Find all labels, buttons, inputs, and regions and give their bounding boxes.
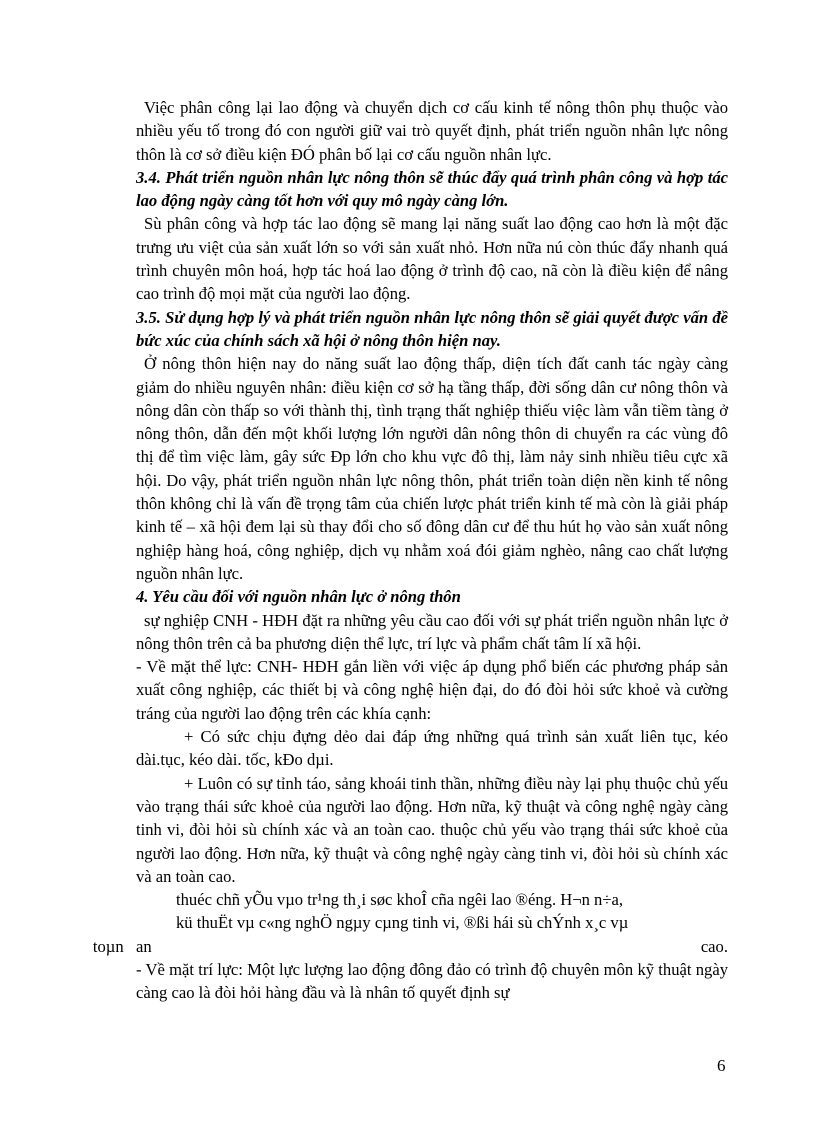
garbled-word-cao: cao.: [700, 936, 728, 956]
paragraph-intellect: - Về mặt trí lực: Một lực lượng lao động đông đảo có trình độ chuyên môn kỹ thuật ngày càng cao là đòi hỏi hàng đầu và là nhân tố quyết định sự: [136, 959, 728, 1003]
garbled-line-2: kü thuËt vµ c«ng nghÖ ngµy cµng tinh vi, ®ßi hái sù chÝnh x¸c vµ: [176, 913, 629, 933]
garbled-word-an: an: [136, 936, 152, 956]
page-content: [92, 96, 728, 1005]
heading-4: 4. Yêu cầu đối với nguồn nhân lực ở nông thôn: [136, 587, 461, 607]
garbled-word-toan: toµn: [92, 936, 124, 956]
page-number: 6: [717, 1056, 726, 1075]
paragraph-labor-division: Việc phân công lại lao động và chuyển dịch cơ cấu kinh tế nông thôn phụ thuộc vào nhiều yếu tố trong đó con người giữ vai trò quyết định, phát triển nguồn nhân lực nông thôn là cơ sở điều kiện ĐÓ phân bố lại cơ cấu nguồn nhân lực.: [136, 98, 728, 164]
paragraph-rural-issues: Ở nông thôn hiện nay do năng suất lao động thấp, diện tích đất canh tác ngày càng giảm do nhiều nguyên nhân: điều kiện cơ sở hạ tầng thấp, đời sống dân cư nông thôn và nông dân còn thấp so với thành thị, tình trạng thất nghiệp thiếu việc làm vẫn tiềm tàng ở nông thôn, dẫn đến một khối lượng lớn người dân nông thôn di chuyển ra các vùng đô thị để tìm việc làm, gây sức Đp lớn cho khu vực đô thị, làm nảy sinh nhiều tiêu cực xã hội. Do vậy, phát triển nguồn nhân lực nông thôn, phát triển toàn diện nền kinh tế nông thôn không chỉ là vấn đề trọng tâm của chiến lược phát triển kinh tế mà còn là giải pháp kinh tế – xã hội đem lại sù thay đổi cho số đông dân cư để thu hút họ vào sản xuất nông nghiệp hàng hoá, công nghiệp, dịch vụ nhằm xoá đói giảm nghèo, nâng cao chất lượng nguồn nhân lực.: [136, 354, 728, 583]
garbled-line-1: thuéc chñ yÕu vµo tr¹ng th¸i søc khoÎ cña ngêi lao ®éng. H¬n n÷a,: [176, 890, 623, 910]
heading-3-5: 3.5. Sử dụng hợp lý và phát triển nguồn nhân lực nông thôn sẽ giải quyết được vấn đề bức xúc của chính sách xã hội ở nông thôn hiện nay.: [136, 307, 728, 350]
heading-3-4: 3.4. Phát triển nguồn nhân lực nông thôn sẽ thúc đẩy quá trình phân công và hợp tác lao động ngày càng tốt hơn với quy mô ngày càng lớn.: [136, 167, 728, 211]
paragraph-alertness: + Luôn có sự tỉnh táo, sảng khoái tinh thần, những điều này lại phụ thuộc chủ yếu vào trạng thái sức khoẻ của người lao động. Hơn nữa, kỹ thuật và công nghệ ngày càng tinh vi, đòi hỏi sù chính xác và an toàn cao. thuộc chủ yếu vào trạng thái sức khoẻ của người lao động. Hơn nữa, kỹ thuật và công nghệ ngày càng tinh vi, đòi hỏi sù chính xác và an toàn cao.: [136, 773, 728, 886]
paragraph-requirements: sự nghiệp CNH - HĐH đặt ra những yêu cầu cao đối với sự phát triển nguồn nhân lực ở nông thôn trên cả ba phương diện thể lực, trí lực và phẩm chất tâm lí xã hội.: [136, 610, 728, 653]
paragraph-cooperation: Sù phân công và hợp tác lao động sẽ mang lại năng suất lao động cao hơn là một đặc trưng ưu việt của sản xuất lớn so với sản xuất nhỏ. Hơn nữa nú còn thúc đẩy nhanh quá trình chuyên môn hoá, hợp tác hoá lao động ở trình độ cao, nã còn là điều kiện để nâng cao trình độ mọi mặt của người lao động.: [136, 214, 728, 304]
paragraph-endurance: + Có sức chịu đựng dẻo dai đáp ứng những quá trình sản xuất liên tục, kéo dài.tục, kéo dài. tốc, kĐo dµi.: [136, 727, 728, 770]
garbled-line-3: [92, 935, 728, 958]
paragraph-physical: - Về mặt thể lực: CNH- HĐH gắn liền với việc áp dụng phổ biến các phương pháp sản xuất công nghiệp, các thiết bị và công nghệ hiện đại, do đó đòi hỏi sức khoẻ và cường tráng của người lao động trên các khía cạnh:: [136, 657, 728, 723]
